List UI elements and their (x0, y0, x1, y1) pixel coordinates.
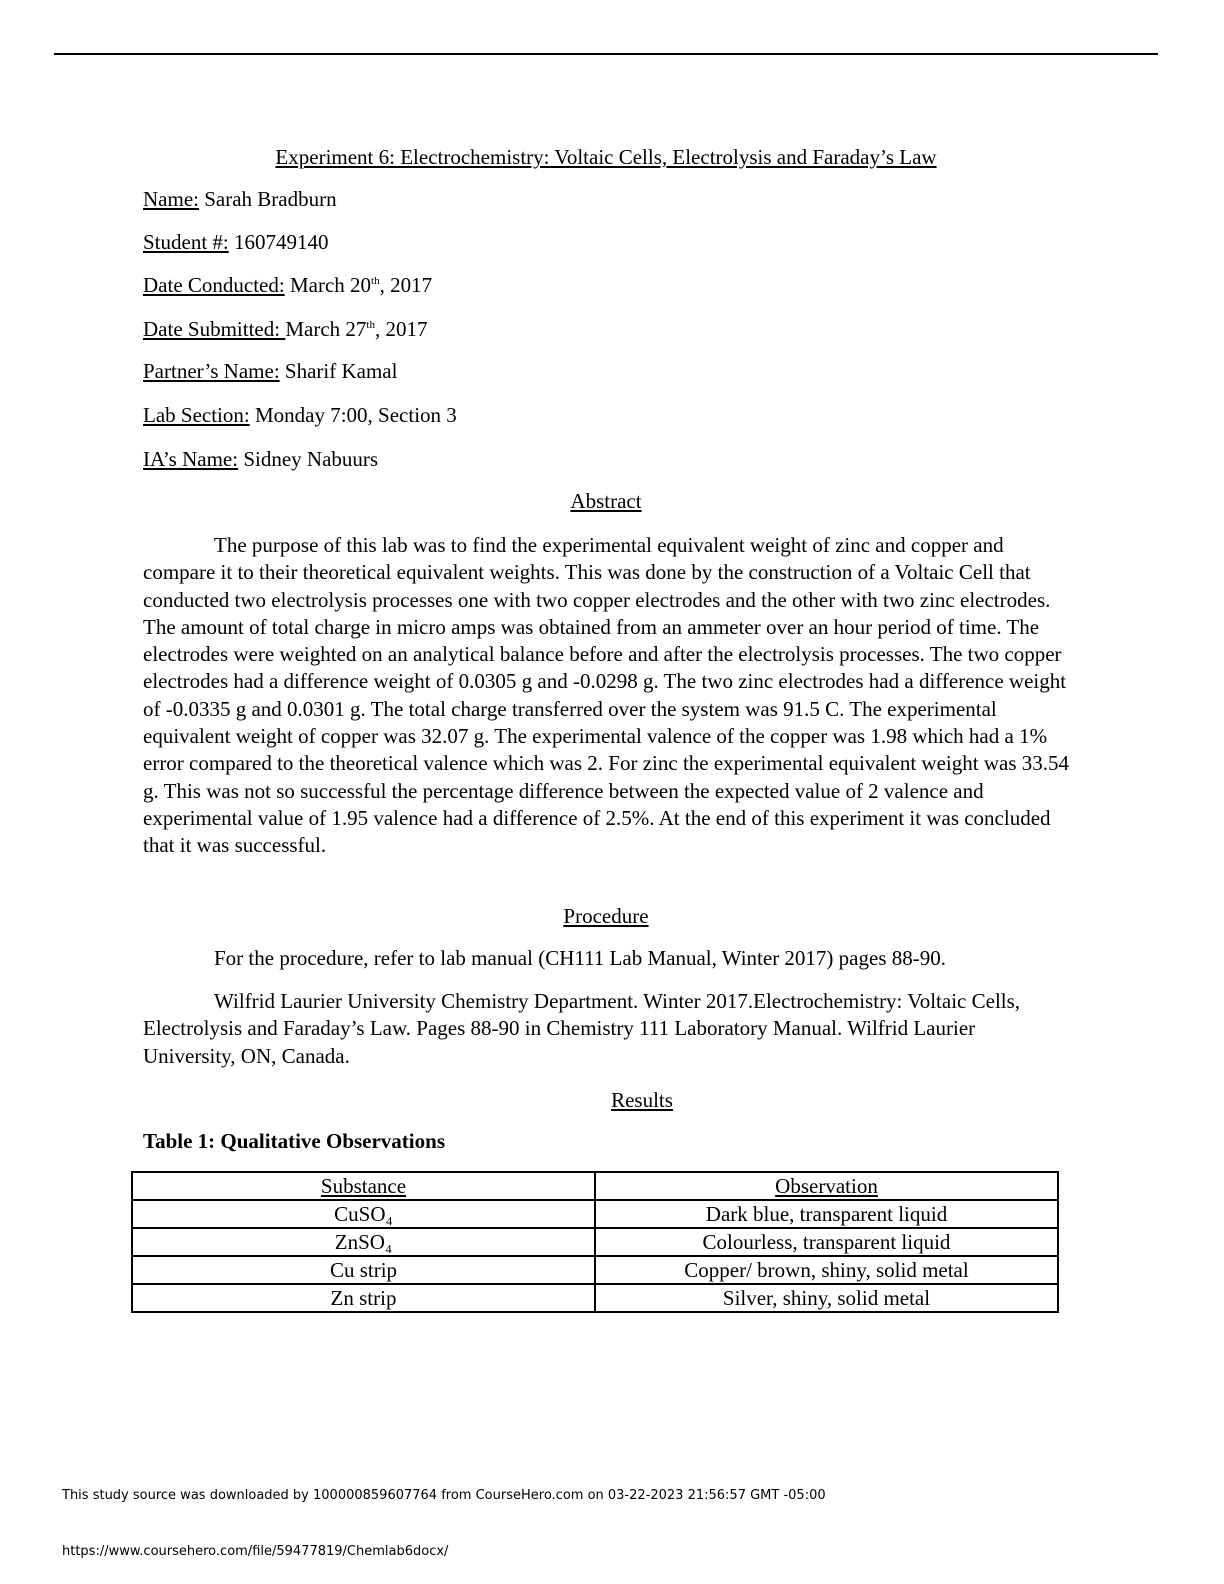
table-cell: Cu strip (132, 1256, 595, 1284)
table-cell: CuSO₄ (132, 1200, 595, 1228)
download-source-notice: This study source was downloaded by 100000859607764 from CourseHero.com on 03-22-2023 21:56:57 GMT -05:00 (62, 1488, 826, 1503)
field-label: Partner’s Name: (143, 359, 280, 383)
table-row (132, 1256, 1058, 1284)
field-label: Name: (143, 187, 199, 211)
procedure-paragraph: For the procedure, refer to lab manual (CH111 Lab Manual, Winter 2017) pages 88-90. (214, 946, 946, 970)
field-partner-name (143, 358, 397, 384)
field-label: Date Conducted: (143, 273, 285, 297)
table-header-row (132, 1172, 1058, 1200)
field-value: Sidney Nabuurs (238, 447, 379, 471)
field-value: Sarah Bradburn (198, 187, 337, 211)
table-cell: Copper/ brown, shiny, solid metal (595, 1256, 1058, 1284)
field-label: Lab Section: (143, 403, 250, 427)
field-label: Date Submitted: (143, 317, 286, 341)
field-lab-section (143, 402, 457, 428)
field-label: Student #: (143, 230, 229, 254)
table-row (132, 1200, 1058, 1228)
field-label: IA’s Name: (143, 447, 239, 471)
field-student-number (143, 229, 329, 255)
reference-paragraph: Wilfrid Laurier University Chemistry Department. Winter 2017.Electrochemistry: Voltaic Cells, Electrolysis and Faraday’s Law. Pages 88-90 in Chemistry 111 Laboratory Manual. Wilfrid Laurier University, ON, Canada. (143, 989, 1021, 1068)
field-value: Sharif Kamal (279, 359, 398, 383)
abstract-heading: Abstract (570, 489, 642, 513)
table-cell: Zn strip (132, 1284, 595, 1312)
table-row (132, 1228, 1058, 1256)
table-caption: Table 1: Qualitative Observations (143, 1129, 445, 1153)
table-cell: ZnSO₄ (132, 1228, 595, 1256)
field-value: March 20 (284, 273, 372, 297)
table-cell: Dark blue, transparent liquid (595, 1200, 1058, 1228)
top-horizontal-rule (54, 53, 1158, 55)
field-value: , 2017 (379, 273, 433, 297)
field-value: March 27 (285, 317, 367, 341)
field-date-conducted (143, 272, 432, 298)
field-value: , 2017 (374, 317, 428, 341)
table-cell: Colourless, transparent liquid (595, 1228, 1058, 1256)
field-value: Monday 7:00, Section 3 (249, 403, 457, 427)
field-ia-name (143, 446, 378, 472)
column-header: Substance (132, 1172, 595, 1200)
page-title: Experiment 6: Electrochemistry: Voltaic Cells, Electrolysis and Faraday’s Law (275, 145, 937, 169)
abstract-paragraph: The purpose of this lab was to find the experimental equivalent weight of zinc and copper and compare it to their theoretical equivalent weights. This was done by the construction of a Voltaic Cell that conducted two electrolysis processes one with two copper electrodes and the other with two zinc electrodes. The amount of total charge in micro amps was obtained from an ammeter over an hour period of time. The electrodes were weighted on an analytical balance before and after the electrolysis processes. The two copper electrodes had a difference weight of 0.0305 g and -0.0298 g. The two zinc electrodes had a difference weight of -0.0335 g and 0.0301 g. The total charge transferred over the system was 91.5 C. The experimental equivalent weight of copper was 32.07 g. The experimental valence of the copper was 1.98 which had a 1% error compared to the theoretical valence which was 2. For zinc the experimental equivalent weight was 33.54 g. This was not so successful the percentage difference between the expected value of 2 valence and experimental value of 1.95 valence had a difference of 2.5%. At the end of this experiment it was concluded that it was successful. (143, 533, 1069, 858)
field-date-submitted (143, 316, 427, 342)
observations-table (131, 1171, 1059, 1313)
field-value: 160749140 (228, 230, 329, 254)
table-row (132, 1284, 1058, 1312)
source-url-link[interactable]: https://www.coursehero.com/file/59477819/Chemlab6docx/ (62, 1544, 449, 1559)
procedure-heading: Procedure (563, 904, 649, 928)
ordinal-suffix: th (371, 275, 380, 287)
column-header: Observation (595, 1172, 1058, 1200)
ordinal-suffix: th (366, 319, 375, 331)
results-heading: Results (611, 1088, 673, 1112)
field-name (143, 186, 337, 212)
table-cell: Silver, shiny, solid metal (595, 1284, 1058, 1312)
